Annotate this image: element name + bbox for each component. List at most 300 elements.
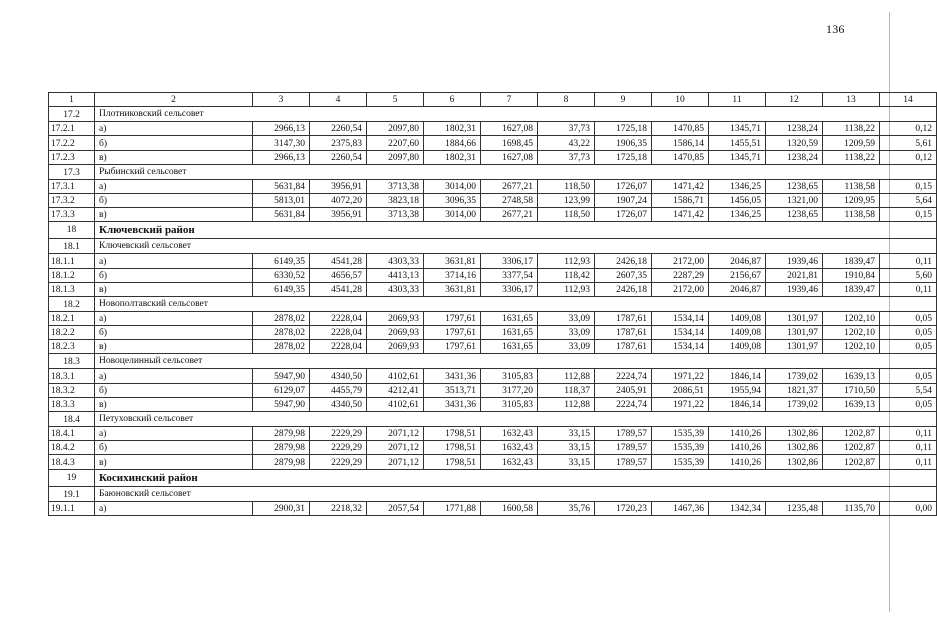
value-cell: 112,88 [538,369,595,383]
value-cell: 33,09 [538,326,595,340]
value-cell: 0,12 [880,122,937,136]
header-row [49,93,937,107]
value-cell: 0,00 [880,501,937,515]
value-cell: 37,73 [538,122,595,136]
settlement-code: 18.4 [49,412,95,427]
value-cell: 2375,83 [310,136,367,150]
value-cell: 5947,90 [253,397,310,411]
value-cell: 6330,52 [253,268,310,282]
row-variant: в) [95,455,253,469]
value-cell: 1238,24 [766,150,823,164]
row-code: 18.3.2 [49,383,95,397]
value-cell: 1710,50 [823,383,880,397]
column-header: 4 [310,93,367,107]
value-cell: 33,15 [538,455,595,469]
value-cell: 0,11 [880,441,937,455]
table-row [49,369,937,383]
table-row [49,427,937,441]
value-cell: 1627,08 [481,122,538,136]
value-cell: 1302,86 [766,441,823,455]
value-cell: 1534,14 [652,326,709,340]
value-cell: 1726,07 [595,208,652,222]
row-variant: а) [95,122,253,136]
row-variant: а) [95,427,253,441]
row-variant: а) [95,501,253,515]
value-cell: 1345,71 [709,122,766,136]
value-cell: 2879,98 [253,427,310,441]
table-row [49,193,937,207]
value-cell: 1301,97 [766,311,823,325]
value-cell: 1787,61 [595,311,652,325]
value-cell: 0,05 [880,397,937,411]
value-cell: 2071,12 [367,455,424,469]
value-cell: 1632,43 [481,455,538,469]
settlement-code: 18.3 [49,354,95,369]
row-code: 18.4.1 [49,427,95,441]
value-cell: 3431,36 [424,369,481,383]
value-cell: 5947,90 [253,369,310,383]
value-cell: 1302,86 [766,455,823,469]
value-cell: 0,05 [880,369,937,383]
row-variant: б) [95,441,253,455]
row-code: 18.1.3 [49,282,95,296]
value-cell: 1639,13 [823,369,880,383]
row-variant: в) [95,282,253,296]
value-cell: 0,11 [880,254,937,268]
value-cell: 3631,81 [424,254,481,268]
value-cell: 1725,18 [595,122,652,136]
settlement-title: Баюновский сельсовет [95,486,937,501]
row-code: 18.3.3 [49,397,95,411]
row-code: 19.1.1 [49,501,95,515]
value-cell: 1467,36 [652,501,709,515]
value-cell: 1789,57 [595,427,652,441]
value-cell: 2879,98 [253,455,310,469]
value-cell: 2878,02 [253,326,310,340]
district-title: Ключевский район [95,222,937,239]
value-cell: 3714,16 [424,268,481,282]
value-cell: 2224,74 [595,369,652,383]
table-row [49,150,937,164]
value-cell: 1600,58 [481,501,538,515]
value-cell: 1839,47 [823,282,880,296]
value-cell: 4541,28 [310,282,367,296]
value-cell: 2260,54 [310,150,367,164]
value-cell: 1138,22 [823,150,880,164]
value-cell: 2046,87 [709,254,766,268]
value-cell: 2677,21 [481,179,538,193]
value-cell: 3956,91 [310,208,367,222]
value-cell: 1787,61 [595,340,652,354]
value-cell: 1586,71 [652,193,709,207]
value-cell: 1302,86 [766,427,823,441]
settlement-code: 18.1 [49,239,95,254]
value-cell: 0,12 [880,150,937,164]
value-cell: 1802,31 [424,150,481,164]
value-cell: 2228,04 [310,326,367,340]
value-cell: 3306,17 [481,254,538,268]
value-cell: 4340,50 [310,369,367,383]
value-cell: 1939,46 [766,282,823,296]
value-cell: 1971,22 [652,369,709,383]
value-cell: 1739,02 [766,397,823,411]
district-heading-row [49,469,937,486]
value-cell: 2207,60 [367,136,424,150]
value-cell: 2228,04 [310,340,367,354]
value-cell: 5,64 [880,193,937,207]
value-cell: 1202,87 [823,441,880,455]
row-variant: а) [95,254,253,268]
value-cell: 2218,32 [310,501,367,515]
value-cell: 3105,83 [481,397,538,411]
settlement-heading-row [49,239,937,254]
column-header: 8 [538,93,595,107]
value-cell: 2156,67 [709,268,766,282]
value-cell: 1632,43 [481,427,538,441]
district-title: Косихинский район [95,469,937,486]
value-cell: 1720,23 [595,501,652,515]
row-variant: б) [95,193,253,207]
value-cell: 1797,61 [424,311,481,325]
row-variant: в) [95,208,253,222]
value-cell: 33,15 [538,427,595,441]
row-variant: в) [95,397,253,411]
value-cell: 1586,14 [652,136,709,150]
settlement-heading-row [49,164,937,179]
table-row [49,441,937,455]
column-header: 7 [481,93,538,107]
value-cell: 2900,31 [253,501,310,515]
row-variant: в) [95,340,253,354]
value-cell: 2748,58 [481,193,538,207]
value-cell: 1135,70 [823,501,880,515]
row-variant: а) [95,311,253,325]
settlement-title: Ключевский сельсовет [95,239,937,254]
value-cell: 1202,10 [823,326,880,340]
value-cell: 3096,35 [424,193,481,207]
value-cell: 2229,29 [310,427,367,441]
column-header: 11 [709,93,766,107]
table-row [49,268,937,282]
value-cell: 1789,57 [595,455,652,469]
value-cell: 1535,39 [652,455,709,469]
value-cell: 2287,29 [652,268,709,282]
value-cell: 1789,57 [595,441,652,455]
value-cell: 118,50 [538,179,595,193]
value-cell: 3014,00 [424,208,481,222]
row-code: 18.4.2 [49,441,95,455]
value-cell: 1955,94 [709,383,766,397]
value-cell: 2069,93 [367,340,424,354]
value-cell: 3014,00 [424,179,481,193]
value-cell: 1632,43 [481,441,538,455]
value-cell: 3147,30 [253,136,310,150]
value-cell: 1301,97 [766,326,823,340]
value-cell: 0,11 [880,282,937,296]
value-cell: 37,73 [538,150,595,164]
row-variant: б) [95,268,253,282]
value-cell: 5,54 [880,383,937,397]
value-cell: 6129,07 [253,383,310,397]
row-variant: в) [95,150,253,164]
row-code: 18.2.2 [49,326,95,340]
value-cell: 2260,54 [310,122,367,136]
value-cell: 1410,26 [709,441,766,455]
value-cell: 1631,65 [481,326,538,340]
district-code: 19 [49,469,95,486]
table-row [49,122,937,136]
table-row [49,455,937,469]
value-cell: 1797,61 [424,340,481,354]
value-cell: 1906,35 [595,136,652,150]
value-cell: 2097,80 [367,150,424,164]
value-cell: 1345,71 [709,150,766,164]
value-cell: 118,50 [538,208,595,222]
value-cell: 1534,14 [652,311,709,325]
column-header: 13 [823,93,880,107]
value-cell: 35,76 [538,501,595,515]
value-cell: 4340,50 [310,397,367,411]
value-cell: 2228,04 [310,311,367,325]
row-variant: а) [95,179,253,193]
value-cell: 2172,00 [652,254,709,268]
value-cell: 1410,26 [709,455,766,469]
settlement-heading-row [49,354,937,369]
value-cell: 123,99 [538,193,595,207]
value-cell: 1798,51 [424,427,481,441]
value-cell: 33,15 [538,441,595,455]
value-cell: 1726,07 [595,179,652,193]
value-cell: 1846,14 [709,369,766,383]
row-code: 17.3.2 [49,193,95,207]
value-cell: 1631,65 [481,311,538,325]
value-cell: 4212,41 [367,383,424,397]
row-variant: а) [95,369,253,383]
value-cell: 4303,33 [367,254,424,268]
value-cell: 2229,29 [310,455,367,469]
table-row [49,326,937,340]
table-row [49,282,937,296]
value-cell: 1798,51 [424,455,481,469]
table-row [49,311,937,325]
value-cell: 1202,87 [823,427,880,441]
value-cell: 1321,00 [766,193,823,207]
value-cell: 33,09 [538,311,595,325]
value-cell: 1639,13 [823,397,880,411]
value-cell: 2405,91 [595,383,652,397]
value-cell: 1798,51 [424,441,481,455]
column-header: 2 [95,93,253,107]
value-cell: 2086,51 [652,383,709,397]
value-cell: 1802,31 [424,122,481,136]
value-cell: 2224,74 [595,397,652,411]
column-header: 6 [424,93,481,107]
value-cell: 3377,54 [481,268,538,282]
value-cell: 1409,08 [709,326,766,340]
value-cell: 4656,57 [310,268,367,282]
row-code: 18.1.1 [49,254,95,268]
value-cell: 1470,85 [652,150,709,164]
settlement-title: Петуховский сельсовет [95,412,937,427]
value-cell: 5813,01 [253,193,310,207]
value-cell: 2172,00 [652,282,709,296]
value-cell: 1787,61 [595,326,652,340]
value-cell: 4072,20 [310,193,367,207]
value-cell: 0,05 [880,326,937,340]
row-code: 17.2.3 [49,150,95,164]
settlement-code: 19.1 [49,486,95,501]
value-cell: 0,05 [880,340,937,354]
value-cell: 1846,14 [709,397,766,411]
value-cell: 1471,42 [652,179,709,193]
settlement-title: Новоцелинный сельсовет [95,354,937,369]
row-variant: б) [95,383,253,397]
value-cell: 1202,10 [823,340,880,354]
value-cell: 3713,38 [367,208,424,222]
value-cell: 2097,80 [367,122,424,136]
value-cell: 1470,85 [652,122,709,136]
value-cell: 4541,28 [310,254,367,268]
value-cell: 1698,45 [481,136,538,150]
column-header: 5 [367,93,424,107]
value-cell: 0,11 [880,427,937,441]
column-header: 1 [49,93,95,107]
value-cell: 3431,36 [424,397,481,411]
value-cell: 1409,08 [709,340,766,354]
row-code: 18.1.2 [49,268,95,282]
value-cell: 2071,12 [367,427,424,441]
value-cell: 2878,02 [253,340,310,354]
value-cell: 4413,13 [367,268,424,282]
value-cell: 2229,29 [310,441,367,455]
value-cell: 112,93 [538,254,595,268]
value-cell: 118,42 [538,268,595,282]
row-code: 18.2.1 [49,311,95,325]
value-cell: 2071,12 [367,441,424,455]
value-cell: 1535,39 [652,441,709,455]
settlement-code: 17.2 [49,107,95,122]
value-cell: 3823,18 [367,193,424,207]
value-cell: 4102,61 [367,369,424,383]
table-row [49,179,937,193]
value-cell: 4455,79 [310,383,367,397]
page-number: 136 [826,22,845,36]
value-cell: 5,60 [880,268,937,282]
row-variant: б) [95,326,253,340]
table-body [49,93,937,516]
value-cell: 1910,84 [823,268,880,282]
table-row [49,397,937,411]
settlement-heading-row [49,486,937,501]
value-cell: 1534,14 [652,340,709,354]
value-cell: 1907,24 [595,193,652,207]
value-cell: 3956,91 [310,179,367,193]
value-cell: 5631,84 [253,208,310,222]
value-cell: 0,05 [880,311,937,325]
value-cell: 3713,38 [367,179,424,193]
value-cell: 2966,13 [253,122,310,136]
value-cell: 3105,83 [481,369,538,383]
value-cell: 1939,46 [766,254,823,268]
value-cell: 2426,18 [595,282,652,296]
value-cell: 1202,10 [823,311,880,325]
settlement-heading-row [49,412,937,427]
value-cell: 1346,25 [709,208,766,222]
value-cell: 1238,24 [766,122,823,136]
value-cell: 1456,05 [709,193,766,207]
row-code: 17.3.1 [49,179,95,193]
value-cell: 1235,48 [766,501,823,515]
value-cell: 2426,18 [595,254,652,268]
value-cell: 112,88 [538,397,595,411]
value-cell: 112,93 [538,282,595,296]
value-cell: 2057,54 [367,501,424,515]
value-cell: 1471,42 [652,208,709,222]
value-cell: 2966,13 [253,150,310,164]
value-cell: 1238,65 [766,179,823,193]
row-variant: б) [95,136,253,150]
settlement-code: 18.2 [49,296,95,311]
settlement-title: Рыбинский сельсовет [95,164,937,179]
table-row [49,254,937,268]
value-cell: 1209,95 [823,193,880,207]
value-cell: 1627,08 [481,150,538,164]
value-cell: 0,15 [880,208,937,222]
row-code: 18.4.3 [49,455,95,469]
value-cell: 1138,58 [823,179,880,193]
district-code: 18 [49,222,95,239]
value-cell: 1631,65 [481,340,538,354]
row-code: 18.2.3 [49,340,95,354]
row-code: 17.2.1 [49,122,95,136]
value-cell: 1342,34 [709,501,766,515]
value-cell: 1839,47 [823,254,880,268]
value-cell: 2607,35 [595,268,652,282]
value-cell: 0,15 [880,179,937,193]
value-cell: 1971,22 [652,397,709,411]
value-cell: 43,22 [538,136,595,150]
value-cell: 1455,51 [709,136,766,150]
row-code: 17.2.2 [49,136,95,150]
value-cell: 0,11 [880,455,937,469]
value-cell: 2046,87 [709,282,766,296]
row-code: 17.3.3 [49,208,95,222]
settlement-title: Плотниковский сельсовет [95,107,937,122]
settlement-title: Новополтавский сельсовет [95,296,937,311]
value-cell: 5,61 [880,136,937,150]
column-header: 3 [253,93,310,107]
value-cell: 118,37 [538,383,595,397]
tariff-table [48,92,937,516]
row-code: 18.3.1 [49,369,95,383]
column-header: 14 [880,93,937,107]
settlement-heading-row [49,107,937,122]
value-cell: 3631,81 [424,282,481,296]
district-heading-row [49,222,937,239]
value-cell: 2069,93 [367,326,424,340]
value-cell: 6149,35 [253,282,310,296]
column-header: 10 [652,93,709,107]
value-cell: 1535,39 [652,427,709,441]
value-cell: 1409,08 [709,311,766,325]
value-cell: 2069,93 [367,311,424,325]
value-cell: 2879,98 [253,441,310,455]
table-row [49,136,937,150]
value-cell: 1346,25 [709,179,766,193]
value-cell: 1797,61 [424,326,481,340]
value-cell: 1238,65 [766,208,823,222]
value-cell: 1202,87 [823,455,880,469]
